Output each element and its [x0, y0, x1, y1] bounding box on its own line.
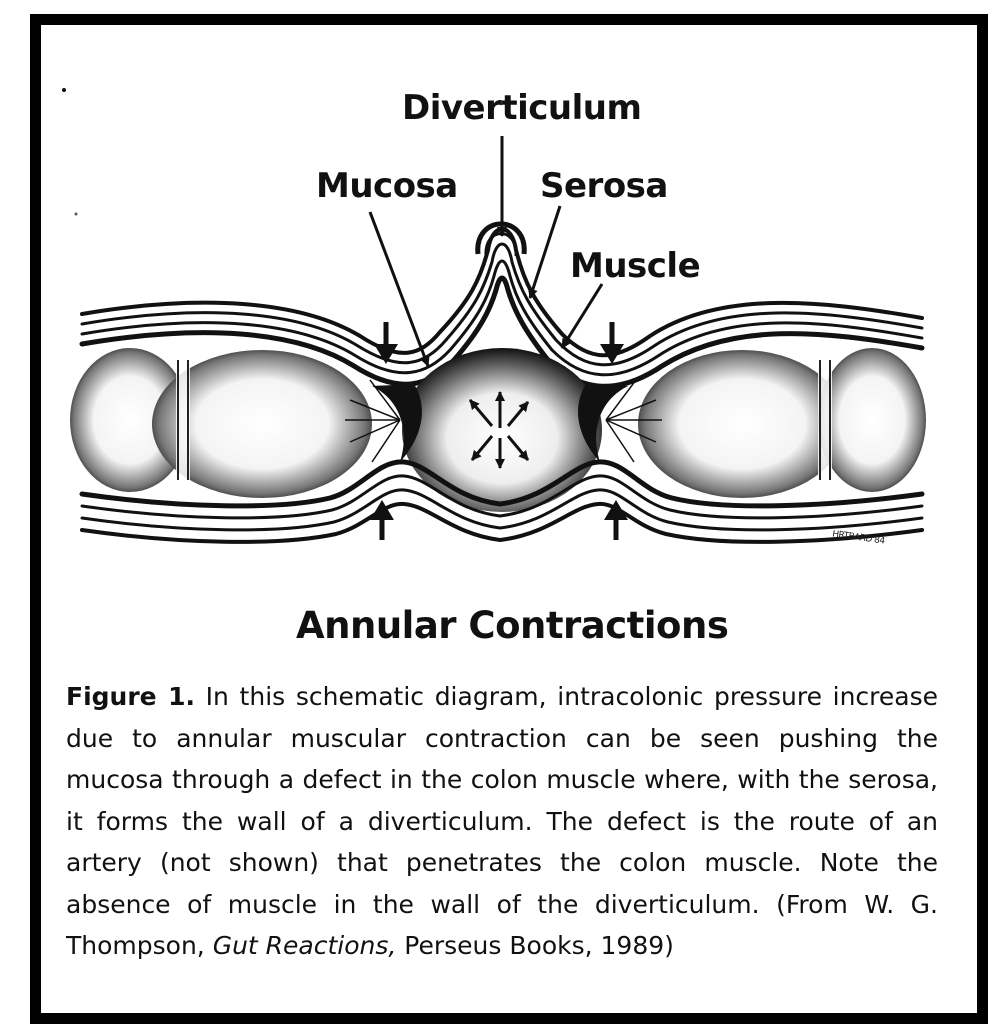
mucosa-pointer-line — [370, 212, 428, 366]
figure-label: Figure 1. — [66, 682, 195, 711]
diagram-title: Annular Contractions — [296, 604, 729, 647]
mucosa-label: Mucosa — [316, 166, 458, 206]
diverticulum-label: Diverticulum — [402, 88, 642, 128]
book-title: Gut Reactions, — [212, 931, 397, 960]
stray-dot — [62, 88, 66, 92]
stray-dot — [75, 213, 78, 216]
colon-lumen — [70, 348, 926, 512]
caption-text-part-2: Perseus Books, 1989) — [396, 931, 674, 960]
contraction-arrow-upper-right — [600, 322, 624, 364]
serosa-label: Serosa — [540, 166, 668, 206]
muscle-pointer-line — [562, 284, 602, 348]
serosa-pointer-line — [530, 206, 560, 298]
caption-text-part-1: In this schematic diagram, intracolonic pressure increase due to annular muscular contraction can be seen pushing the mucosa through a defect in the colon muscle where, with the serosa, it forms the wall of a diverticulum. The defect is the route of an artery (not shown) that penetrates the colon muscle. Note the absence of muscle in the wall of the diverticulum. (From W. G. Thompson, — [66, 682, 938, 960]
figure-caption — [66, 676, 938, 967]
artist-signature: HRTBARD 84 — [831, 529, 886, 547]
muscle-label: Muscle — [570, 246, 701, 286]
